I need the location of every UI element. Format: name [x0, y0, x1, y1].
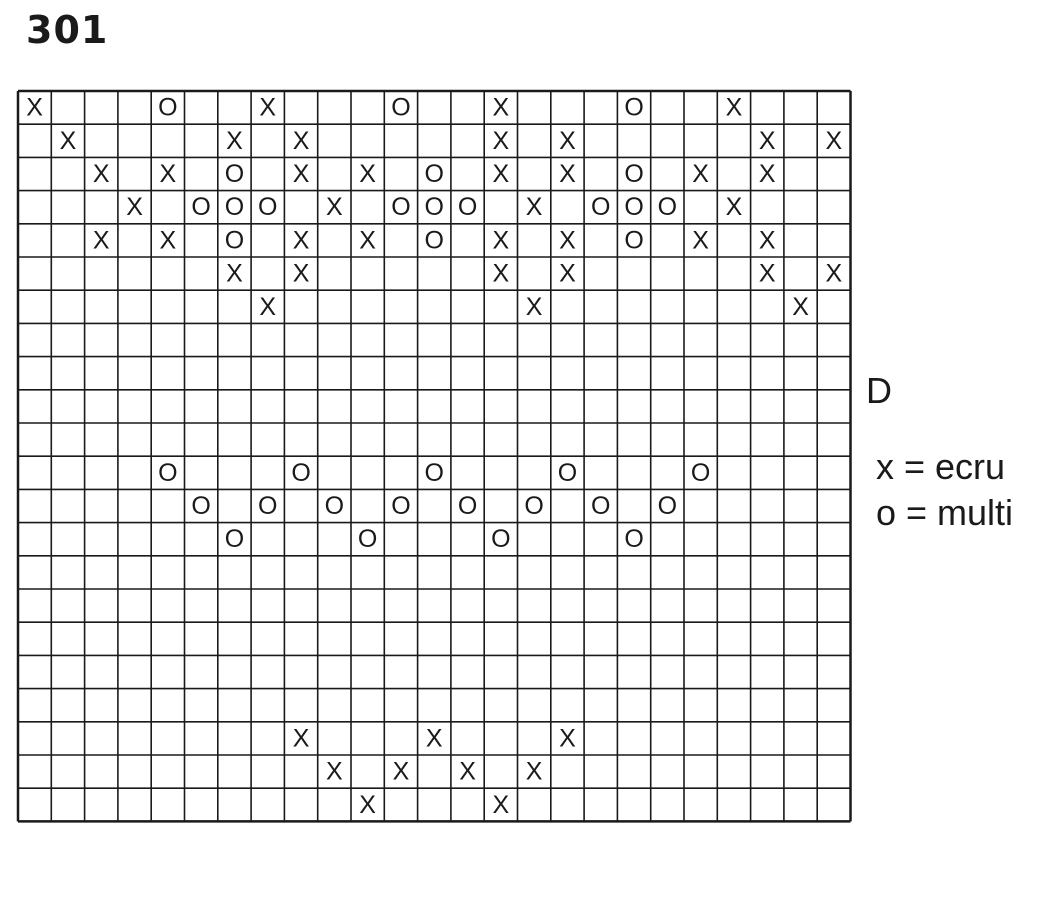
stitch-ecru: X [392, 757, 410, 786]
stitch-multi: O [258, 492, 278, 520]
stitch-ecru: X [559, 160, 576, 188]
stitch-multi: O [457, 492, 478, 520]
stitch-multi: O [524, 492, 544, 520]
stitch-ecru: X [692, 226, 709, 255]
stitch-ecru: X [459, 757, 476, 786]
stitch-ecru: X [59, 126, 77, 155]
stitch-multi: O [424, 193, 444, 222]
stitch-multi: O [191, 492, 211, 520]
stitch-multi: O [557, 458, 578, 487]
stitch-ecru: X [825, 126, 843, 155]
stitch-ecru: X [559, 126, 576, 155]
stitch-ecru: X [326, 757, 343, 786]
stitch-multi: O [158, 458, 178, 487]
legend-item-ecru: x = ecru [876, 446, 1006, 487]
stitch-multi: O [424, 458, 444, 487]
stitch-multi: O [624, 193, 644, 222]
stitch-ecru: X [559, 724, 576, 753]
stitch-ecru: X [792, 292, 809, 321]
stitch-multi: O [191, 193, 211, 222]
stitch-ecru: X [525, 292, 543, 321]
stitch-ecru: X [525, 757, 543, 786]
stitch-multi: O [624, 160, 644, 188]
stitch-ecru: X [359, 160, 376, 188]
stitch-multi: O [391, 193, 411, 222]
stitch-ecru: X [326, 193, 343, 222]
section-label: D [866, 370, 892, 411]
stitch-ecru: X [492, 160, 510, 188]
stitch-ecru: X [292, 259, 310, 288]
stitch-ecru: X [126, 193, 143, 222]
legend-item-multi: o = multi [876, 492, 1014, 533]
stitch-multi: O [357, 525, 378, 554]
stitch-multi: O [591, 193, 611, 222]
stitch-ecru: X [492, 126, 510, 155]
stitch-ecru: X [92, 226, 110, 255]
stitch-ecru: X [758, 126, 776, 155]
stitch-ecru: X [758, 259, 776, 288]
stitch-multi: O [224, 160, 245, 188]
stitch-ecru: X [292, 126, 310, 155]
stitch-multi: O [391, 93, 411, 122]
legend [876, 444, 1013, 536]
stitch-multi: O [324, 492, 345, 520]
stitch-multi: O [657, 193, 678, 222]
stitch-ecru: X [492, 790, 510, 819]
stitch-ecru: X [92, 160, 110, 188]
stitch-multi: O [391, 492, 411, 520]
stitch-ecru: X [492, 259, 510, 288]
stitch-ecru: X [292, 226, 310, 255]
stitch-ecru: X [359, 226, 376, 255]
stitch-ecru: X [725, 93, 743, 122]
stitch-multi: O [158, 93, 178, 122]
stitch-ecru: X [825, 259, 843, 288]
stitch-multi: O [624, 93, 644, 122]
stitch-ecru: X [292, 724, 310, 753]
stitch-ecru: X [226, 126, 243, 155]
stitch-ecru: X [159, 226, 177, 255]
stitch-multi: O [224, 226, 245, 255]
stitch-ecru: X [758, 226, 776, 255]
stitch-ecru: X [692, 160, 709, 188]
stitch-multi: O [424, 160, 444, 188]
stitch-ecru: X [425, 724, 443, 753]
stitch-multi: O [291, 458, 311, 487]
stitch-ecru: X [525, 193, 543, 222]
stitch-ecru: X [559, 226, 576, 255]
stitch-multi: O [591, 492, 611, 520]
stitch-ecru: X [259, 292, 277, 321]
stitch-multi: O [224, 193, 245, 222]
stitch-ecru: X [226, 259, 243, 288]
stitch-ecru: X [559, 259, 576, 288]
stitch-multi: O [624, 226, 644, 255]
stitch-ecru: X [758, 160, 776, 188]
stitch-ecru: X [492, 226, 510, 255]
stitch-multi: O [690, 458, 711, 487]
pattern-number: 301 [26, 8, 109, 52]
stitch-ecru: X [492, 93, 510, 122]
stitch-multi: O [258, 193, 278, 222]
stitch-multi: O [491, 525, 511, 554]
stitch-ecru: X [725, 193, 743, 222]
stitch-multi: O [457, 193, 478, 222]
stitch-ecru: X [259, 93, 277, 122]
stitch-ecru: X [292, 160, 310, 188]
stitch-ecru: X [159, 160, 177, 188]
stitch-multi: O [424, 226, 444, 255]
stitch-multi: O [224, 525, 245, 554]
stitch-multi: O [624, 525, 644, 554]
stitch-multi: O [657, 492, 678, 520]
stitch-ecru: X [359, 790, 376, 819]
stitch-ecru: X [26, 93, 43, 122]
